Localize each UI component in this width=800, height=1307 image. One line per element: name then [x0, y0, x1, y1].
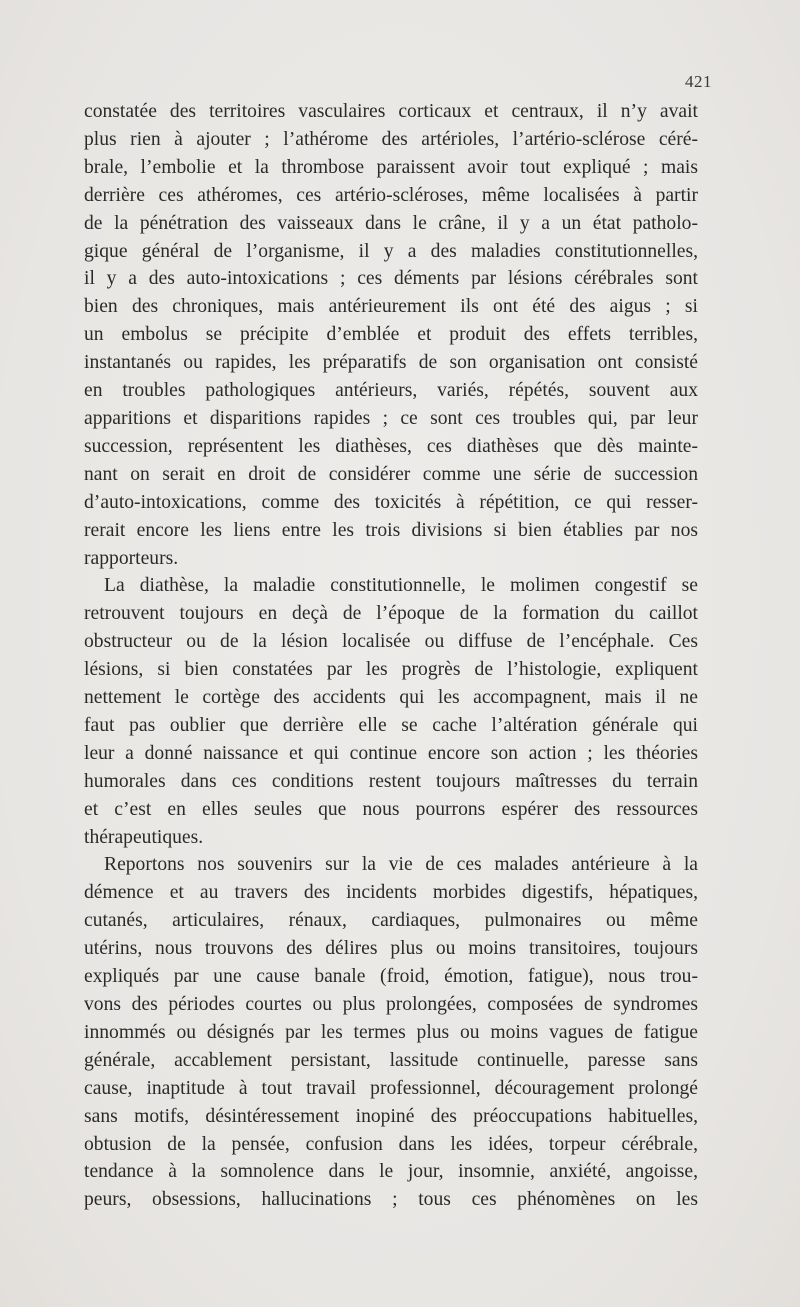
text-line: un embolus se précipite d’emblée et produit des effets terribles, — [84, 324, 698, 346]
text-line: vons des périodes courtes ou plus prolongées, composées de syndromes — [84, 994, 698, 1015]
text-line: derrière ces athéromes, ces artério-scléroses, même localisées à partir — [84, 184, 698, 206]
text-line: bien des chroniques, mais antérieurement ils ont été des aigus ; si — [84, 296, 698, 318]
text-line: il y a des auto-intoxications ; ces déments par lésions cérébrales sont — [84, 268, 698, 290]
text-line: gique général de l’organisme, il y a des maladies constitutionnelles, — [84, 240, 698, 262]
text-line: succession, représentent les diathèses, ces diathèses que dès mainte- — [84, 435, 698, 457]
body-text — [84, 98, 698, 1214]
text-line: tendance à la somnolence dans le jour, insomnie, anxiété, angoisse, — [84, 1161, 698, 1183]
text-line: brale, l’embolie et la thrombose paraissent avoir tout expliqué ; mais — [84, 156, 698, 178]
text-line: Reportons nos souvenirs sur la vie de ces malades antérieure à la — [104, 854, 698, 876]
text-line: constatée des territoires vasculaires corticaux et centraux, il n’y avait — [84, 101, 698, 122]
text-line: cause, inaptitude à tout travail professionnel, découragement prolongé — [84, 1077, 698, 1099]
text-line: de la pénétration des vaisseaux dans le crâne, il y a un état patholo- — [84, 212, 698, 234]
text-line: innommés ou désignés par les termes plus ou moins vagues de fatigue — [84, 1021, 698, 1043]
text-line: rapporteurs. — [84, 547, 179, 569]
text-line: utérins, nous trouvons des délires plus ou moins transitoires, toujours — [84, 938, 698, 960]
text-line: sans motifs, désintéressement inopiné des préoccupations habituelles, — [84, 1105, 698, 1127]
text-line: retrouvent toujours en deçà de l’époque de la formation du caillot — [84, 603, 698, 625]
text-line: humorales dans ces conditions restent toujours maîtresses du terrain — [84, 770, 698, 792]
text-line: leur a donné naissance et qui continue encore son action ; les théories — [84, 742, 698, 764]
text-line: La diathèse, la maladie constitutionnelle, le molimen congestif se — [104, 575, 698, 597]
text-line: obtusion de la pensée, confusion dans les idées, torpeur cérébrale, — [84, 1133, 698, 1155]
text-line: faut pas oublier que derrière elle se cache l’altération générale qui — [84, 714, 698, 736]
text-line: et c’est en elles seules que nous pourrons espérer des ressources — [84, 798, 698, 820]
text-line: en troubles pathologiques antérieurs, variés, répétés, souvent aux — [84, 380, 698, 402]
text-line: générale, accablement persistant, lassitude continuelle, paresse sans — [84, 1049, 698, 1071]
text-line: lésions, si bien constatées par les progrès de l’histologie, expliquent — [84, 659, 698, 681]
text-line: nant on serait en droit de considérer comme une série de succession — [84, 463, 698, 485]
text-line: peurs, obsessions, hallucinations ; tous ces phénomènes on les — [84, 1189, 698, 1211]
text-line: d’auto-intoxications, comme des toxicités à répétition, ce qui resser- — [84, 491, 698, 513]
text-line: nettement le cortège des accidents qui les accompagnent, mais il ne — [84, 687, 698, 709]
text-line: thérapeutiques. — [84, 826, 204, 848]
text-line: cutanés, articulaires, rénaux, cardiaques, pulmonaires ou même — [84, 910, 698, 932]
text-line: expliqués par une cause banale (froid, émotion, fatigue), nous trou- — [84, 966, 698, 988]
text-line: démence et au travers des incidents morbides digestifs, hépatiques, — [84, 882, 698, 904]
text-line: plus rien à ajouter ; l’athérome des artérioles, l’artério-sclérose céré- — [84, 128, 698, 150]
text-line: instantanés ou rapides, les préparatifs de son organisation ont consisté — [84, 352, 698, 374]
page-number: 421 — [685, 72, 712, 91]
text-line: apparitions et disparitions rapides ; ce sont ces troubles qui, par leur — [84, 407, 698, 429]
text-line: rerait encore les liens entre les trois divisions si bien établies par nos — [84, 519, 698, 541]
text-line: obstructeur ou de la lésion localisée ou diffuse de l’encéphale. Ces — [84, 631, 698, 653]
